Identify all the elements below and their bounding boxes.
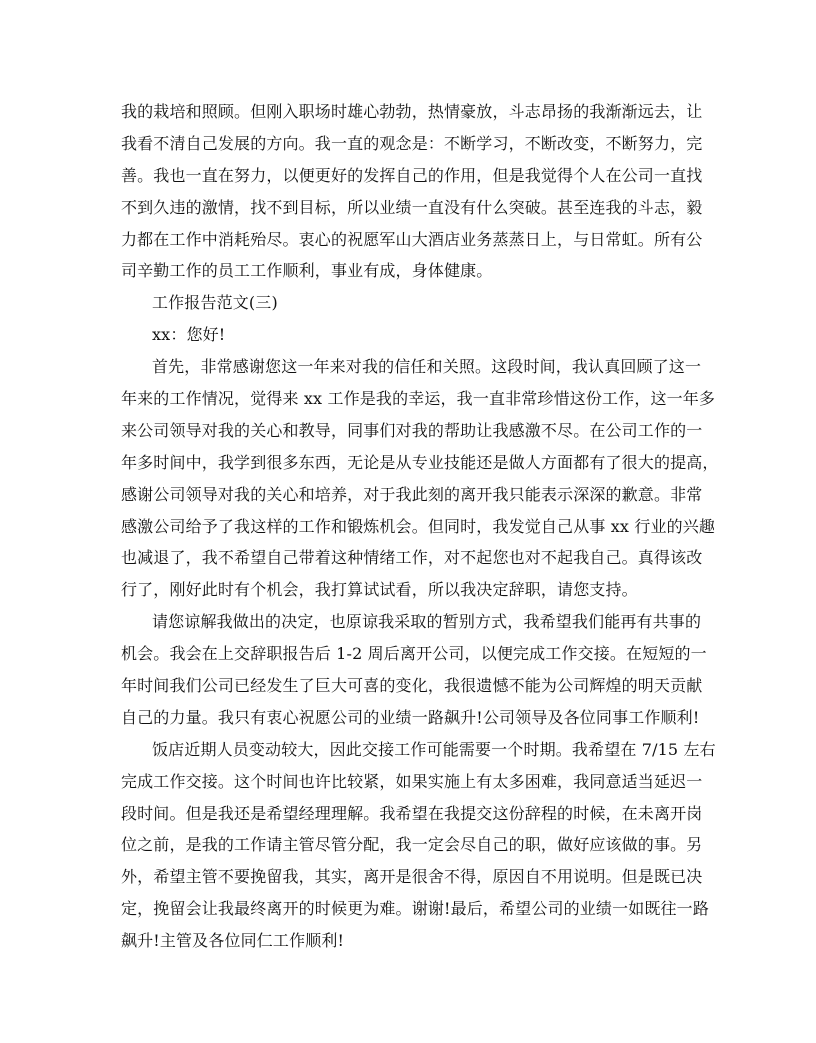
text-line: 飙升!主管及各位同仁工作顺利! xyxy=(121,931,345,951)
text-line: 首先，非常感谢您这一年来对我的信任和关照。这段时间，我认真回顾了这一 xyxy=(152,357,702,377)
text-line: 也减退了，我不希望自己带着这种情绪工作，对不起您也对不起我自己。真得该改 xyxy=(121,548,703,568)
text-line: 外，希望主管不要挽留我，其实，离开是很舍不得，原因自不用说明。但是既已决 xyxy=(121,867,703,887)
text-line: 自己的力量。我只有衷心祝愿公司的业绩一路飙升!公司领导及各位同事工作顺利! xyxy=(121,707,700,727)
text-line: 年来的工作情况，觉得来 xx 工作是我的幸运，我一直非常珍惜这份工作，这一年多 xyxy=(121,389,716,409)
text-line: 我看不清自己发展的方向。我一直的观念是：不断学习，不断改变，不断努力，完 xyxy=(121,133,703,153)
text-line: 年时间我们公司已经发生了巨大可喜的变化，我很遗憾不能为公司辉煌的明天贡献 xyxy=(121,676,703,696)
text-line: 不到久违的激情，找不到目标，所以业绩一直没有什么突破。甚至连我的斗志，毅 xyxy=(121,197,703,217)
text-line: 来公司领导对我的关心和教导，同事们对我的帮助让我感激不尽。在公司工作的一 xyxy=(121,420,703,440)
document-body xyxy=(121,96,719,957)
salutation: xx：您好! xyxy=(152,325,226,345)
text-line: 定，挽留会让我最终离开的时候更为难。谢谢!最后，希望公司的业绩一如既往一路 xyxy=(121,899,709,919)
text-line: 段时间。但是我还是希望经理理解。我希望在我提交这份辞程的时候，在未离开岗 xyxy=(121,803,703,823)
text-line: 行了，刚好此时有个机会，我打算试试看，所以我决定辞职，请您支持。 xyxy=(121,580,638,600)
text-line: 司辛勤工作的员工工作顺利，事业有成，身体健康。 xyxy=(121,261,493,281)
text-line: 善。我也一直在努力，以便更好的发挥自己的作用，但是我觉得个人在公司一直找 xyxy=(121,165,703,185)
text-line: 我的栽培和照顾。但刚入职场时雄心勃勃，热情豪放，斗志昂扬的我渐渐远去，让 xyxy=(121,102,703,121)
text-line: 机会。我会在上交辞职报告后 1-2 周后离开公司，以便完成工作交接。在短短的一 xyxy=(121,644,707,664)
text-line: 感激公司给予了我这样的工作和锻炼机会。但同时，我发觉自己从事 xx 行业的兴趣 xyxy=(121,516,716,536)
text-line: 饭店近期人员变动较大，因此交接工作可能需要一个时期。我希望在 7/15 左右 xyxy=(152,739,716,759)
text-line: 请您谅解我做出的决定，也原谅我采取的暂别方式，我希望我们能再有共事的 xyxy=(152,612,702,632)
section-heading: 工作报告范文(三) xyxy=(152,293,278,313)
text-line: 完成工作交接。这个时间也许比较紧，如果实施上有太多困难，我同意适当延迟一 xyxy=(121,771,703,791)
text-line: 位之前，是我的工作请主管尽管分配，我一定会尽自己的职，做好应该做的事。另 xyxy=(121,835,703,855)
text-line: 年多时间中，我学到很多东西，无论是从专业技能还是做人方面都有了很大的提高， xyxy=(121,452,719,472)
text-line: 感谢公司领导对我的关心和培养，对于我此刻的离开我只能表示深深的歉意。非常 xyxy=(121,484,703,504)
text-line: 力都在工作中消耗殆尽。衷心的祝愿军山大酒店业务蒸蒸日上，与日常虹。所有公 xyxy=(121,229,703,249)
